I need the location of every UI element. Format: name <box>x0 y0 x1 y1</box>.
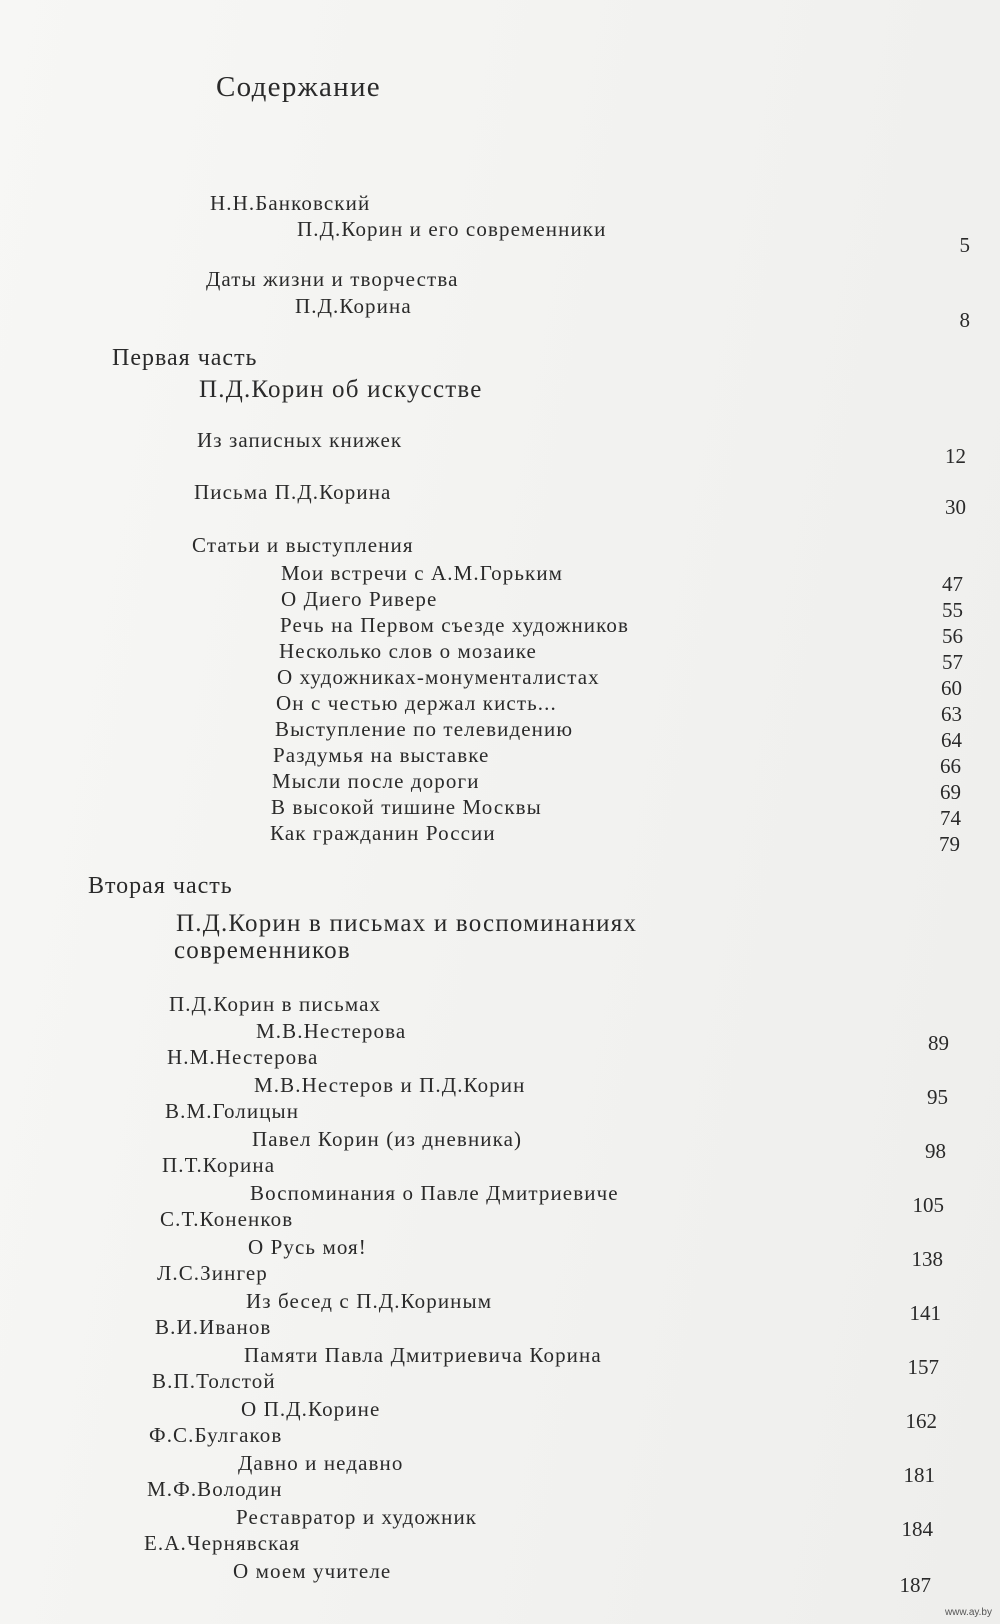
article-title: Речь на Первом съезде художников <box>280 613 629 637</box>
section-title: Из записных книжек <box>197 428 403 452</box>
page-number: 30 <box>945 495 966 519</box>
page-number: 141 <box>909 1301 941 1325</box>
article-title: В высокой тишине Москвы <box>271 795 542 819</box>
page-number: 57 <box>942 650 963 674</box>
section-title: Письма П.Д.Корина <box>194 480 392 504</box>
entry-author: П.Т.Корина <box>162 1153 276 1177</box>
page-number: 89 <box>928 1031 949 1055</box>
article-title: Он с честью держал кисть... <box>276 691 557 715</box>
entry-work: Давно и недавно <box>238 1451 404 1475</box>
entry-work: М.В.Нестеров и П.Д.Корин <box>254 1073 526 1097</box>
entry-author: П.Д.Корин в письмах <box>169 992 382 1016</box>
article-title: Мои встречи с А.М.Горьким <box>281 561 564 585</box>
page-title: Содержание <box>216 71 381 103</box>
part-heading: П.Д.Корин об искусстве <box>199 376 483 403</box>
section-title: Статьи и выступления <box>192 533 414 557</box>
entry-author: С.Т.Коненков <box>160 1207 294 1231</box>
page-number: 63 <box>941 702 962 726</box>
page-number: 74 <box>940 806 961 830</box>
entry-work: О П.Д.Корине <box>241 1397 381 1421</box>
page-number: 66 <box>940 754 961 778</box>
entry-work: О моем учителе <box>233 1559 392 1583</box>
page-number: 47 <box>942 572 963 596</box>
page-number: 162 <box>905 1409 937 1433</box>
part-label: Вторая часть <box>88 873 233 899</box>
entry-work: Реставратор и художник <box>236 1505 478 1529</box>
article-title: Мысли после дороги <box>272 769 480 793</box>
page-number: 184 <box>901 1517 933 1541</box>
entry-work: Памяти Павла Дмитриевича Корина <box>244 1343 602 1367</box>
page-number: 56 <box>942 624 963 648</box>
page-number: 60 <box>941 676 962 700</box>
article-title: Выступление по телевидению <box>275 717 574 741</box>
entry-author: В.П.Толстой <box>152 1369 276 1393</box>
page-number: 105 <box>912 1193 944 1217</box>
entry-author: Н.М.Нестерова <box>167 1045 319 1069</box>
intro-work: П.Д.Корина <box>295 294 412 318</box>
entry-author: Е.А.Чернявская <box>144 1531 301 1555</box>
article-title: Несколько слов о мозаике <box>279 639 537 663</box>
article-title: О художниках-монументалистах <box>277 665 600 689</box>
article-title: Раздумья на выставке <box>273 743 490 767</box>
page-number: 79 <box>939 832 960 856</box>
page-number: 138 <box>911 1247 943 1271</box>
entry-author: Л.С.Зингер <box>157 1261 268 1285</box>
entry-author: Ф.С.Булгаков <box>149 1423 283 1447</box>
page-number: 98 <box>925 1139 946 1163</box>
page-number: 181 <box>903 1463 935 1487</box>
page-number: 64 <box>941 728 962 752</box>
intro-author: Н.Н.Банковский <box>210 191 371 215</box>
intro-work: П.Д.Корин и его современники <box>297 217 607 241</box>
part-heading: современников <box>174 937 351 964</box>
page-number: 8 <box>959 308 970 332</box>
page-number: 55 <box>942 598 963 622</box>
page-number: 12 <box>945 444 966 468</box>
entry-work: Из бесед с П.Д.Кориным <box>246 1289 493 1313</box>
site-watermark: www.ay.by <box>944 1607 992 1618</box>
entry-work: О Русь моя! <box>248 1235 367 1259</box>
part-label: Первая часть <box>112 345 258 371</box>
entry-work: Павел Корин (из дневника) <box>252 1127 523 1151</box>
entry-author: В.М.Голицын <box>165 1099 300 1123</box>
article-title: Как гражданин России <box>270 821 496 845</box>
entry-author: М.Ф.Володин <box>147 1477 283 1501</box>
page-number: 157 <box>907 1355 939 1379</box>
entry-work: Воспоминания о Павле Дмитриевиче <box>250 1181 619 1205</box>
article-title: О Диего Ривере <box>281 587 438 611</box>
entry-author: В.И.Иванов <box>155 1315 272 1339</box>
entry-work: М.В.Нестерова <box>256 1019 407 1043</box>
page-number: 95 <box>927 1085 948 1109</box>
intro-author: Даты жизни и творчества <box>206 267 459 291</box>
part-heading: П.Д.Корин в письмах и воспоминаниях <box>176 910 638 937</box>
page-number: 69 <box>940 780 961 804</box>
page-number: 5 <box>959 233 970 257</box>
page-number: 187 <box>899 1573 931 1597</box>
